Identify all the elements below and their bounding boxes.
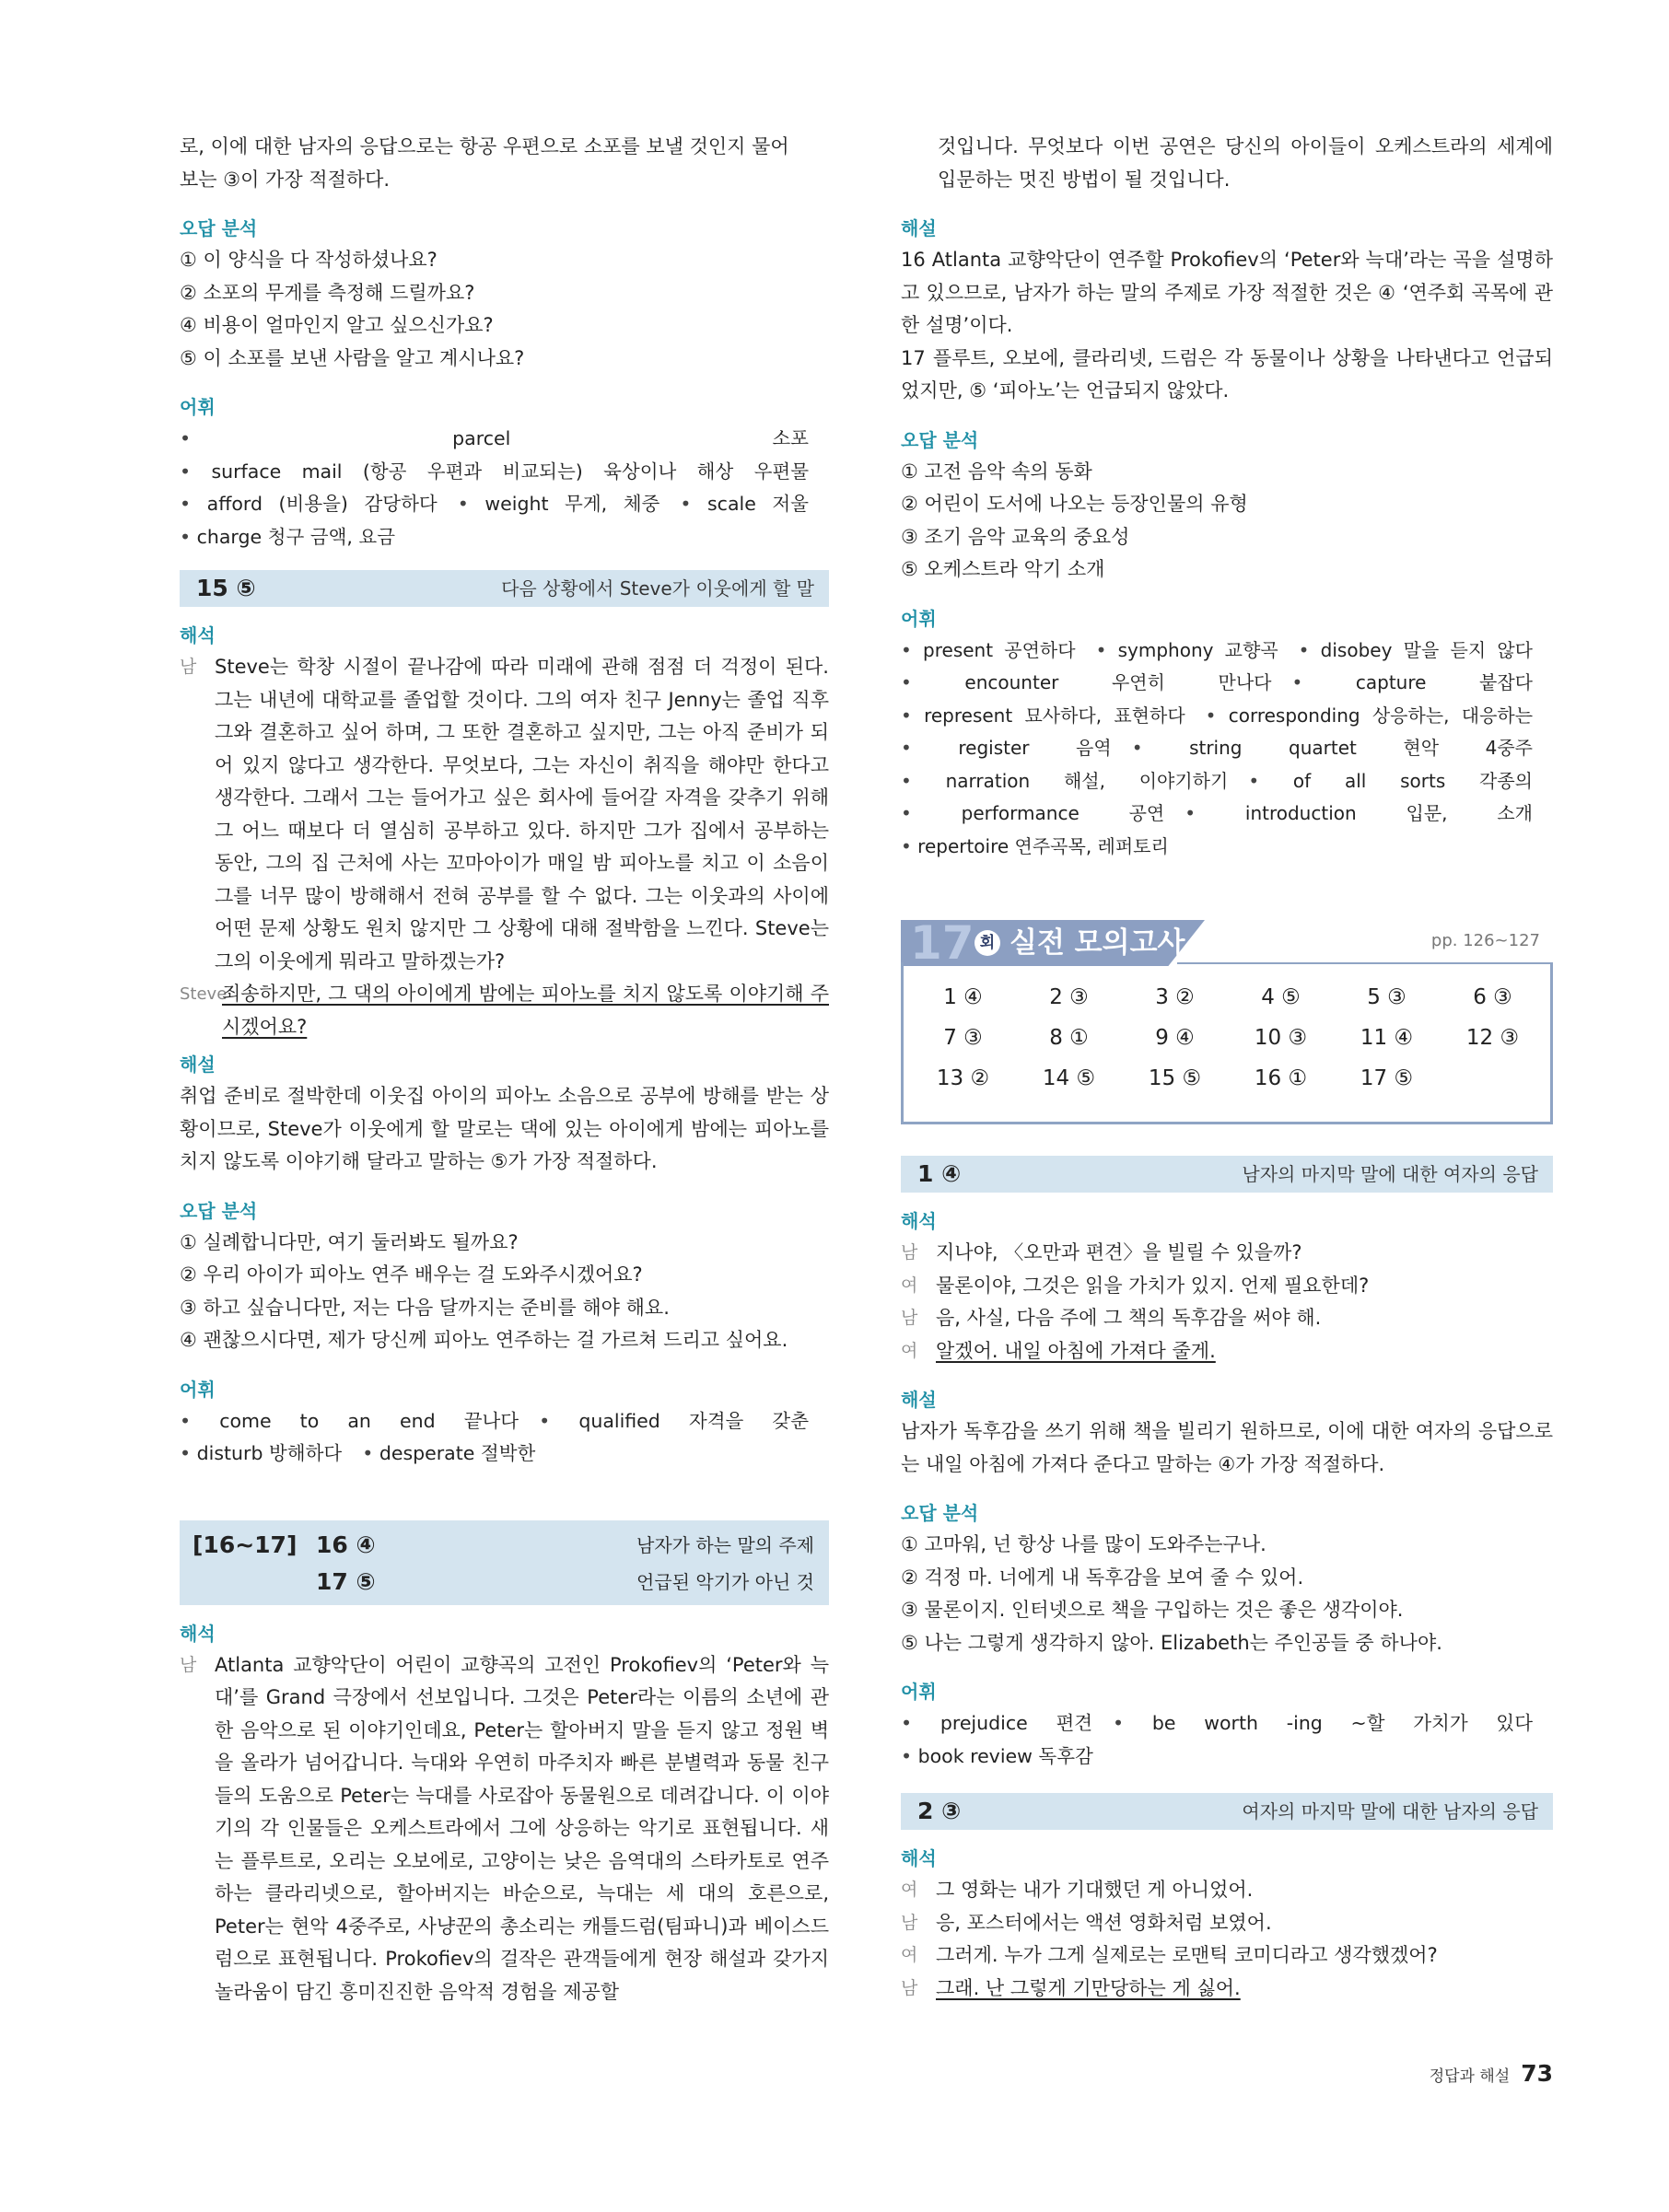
test-pages: pp. 126~127 bbox=[1430, 931, 1540, 950]
q14-explanation-tail-line2: 보는 ③이 가장 적절하다. bbox=[180, 168, 391, 191]
t1-exp-label: 해설 bbox=[901, 1389, 937, 1411]
q15-wrong-1: ① 실례합니다만, 여기 둘러봐도 될까요? bbox=[180, 1230, 519, 1253]
page-footer bbox=[1430, 2060, 1553, 2087]
speaker-label: 남 bbox=[901, 1242, 918, 1263]
answer-cell: 3 ② bbox=[1155, 985, 1195, 1009]
t2-script-label: 해석 bbox=[901, 1847, 937, 1869]
q15-number: 15 ⑤ bbox=[196, 575, 256, 601]
q15-narration bbox=[180, 651, 829, 978]
vocab-item: • capture 붙잡다 bbox=[1291, 671, 1533, 693]
q14-wrong-label: 오답 분석 bbox=[180, 217, 258, 239]
dialog-text: 물론이야, 그것은 읽을 가치가 있지. 언제 필요한데? bbox=[936, 1274, 1370, 1297]
q15-header-bar bbox=[180, 570, 829, 607]
vocab-item: • be worth -ing ~할 가치가 있다 bbox=[1113, 1712, 1533, 1734]
q1617-narration-tail: 것입니다. 무엇보다 이번 공연은 당신의 아이들이 오케스트라의 세계에 입문하는 멋진 방법이 될 것입니다. bbox=[938, 135, 1553, 191]
q1617-vocab-label: 어휘 bbox=[901, 607, 937, 630]
dialog-line bbox=[901, 1302, 1553, 1335]
dialog-text: 응, 포스터에서는 액션 영화처럼 보였어. bbox=[936, 1911, 1272, 1934]
vocab-item: • charge 청구 금액, 요금 bbox=[180, 526, 395, 548]
q1617-wrong-label: 오답 분석 bbox=[901, 428, 979, 451]
narration-text: Steve는 학창 시절이 끝나감에 따라 미래에 관해 점점 더 걱정이 된다. 그는 내년에 대학교를 졸업할 것이다. 그의 여자 친구 Jenny는 졸업 직후 그와 결혼하고 싶어 하며, 그 또한 결혼하고 싶지만, 그는 아직 준비가 되어 있지 않다고 생각한다. 무엇보다, 그는 자신이 취직을 해야만 한다고 생각한다. 그래서 그는 들어가고 싶은 회사에 들어갈 자격을 갖추기 위해 그 어느 때보다 더 열심히 공부하고 있다. 하지만 그가 집에서 공부하는 동안, 그의 집 근처에 사는 꼬마아이가 매일 밤 피아노를 치고 이 소음이 그를 너무 많이 방해해서 전혀 공부를 할 수 없다. 그는 이웃과의 사이에 어떤 문제 상황도 원치 않지만 그 상황에 대해 절박함을 느낀다. Steve는 그의 이웃에게 뭐라고 말하겠는가? bbox=[215, 656, 829, 972]
dialog-text: 그 영화는 내가 기대했던 게 아니었어. bbox=[936, 1879, 1254, 1901]
test-title: 실전 모의고사 bbox=[1010, 926, 1185, 960]
speaker-label: 남 bbox=[901, 1977, 918, 1998]
test-hoe-badge: 회 bbox=[975, 930, 1000, 956]
speaker-label: 여 bbox=[901, 1340, 918, 1361]
narration-text: Atlanta 교향악단이 어린이 교향곡의 고전인 Prokofiev의 ‘Peter와 늑대’를 Grand 극장에서 선보입니다. 그것은 Peter라는 이름의 소년에 관한 음악으로 된 이야기인데요, Peter는 할아버지 말을 듣지 않고 정원 벽을 올라가 넘어갑니다. 늑대와 우연히 마주치자 빠른 분별력과 동물 친구들의 도움으로 Peter는 늑대를 사로잡아 동물원으로 데려갑니다. 이 이야기의 각 인물들은 오케스트라에서 그에 상응하는 악기로 표현됩니다. 새는 플루트로, 오리는 오보에로, 고양이는 낮은 음역대의 스타카토로 연주하는 클라리넷으로, 할아버지는 바순으로, 늑대는 세 대의 호른으로, Peter는 현악 4중주로, 사냥꾼의 총소리는 캐틀드럼(팀파니)과 베이스드럼으로 표현됩니다. Prokofiev의 걸작은 관객들에게 현장 해설과 갖가지 놀라움이 담긴 흥미진진한 음악적 경험을 제공할 bbox=[215, 1653, 829, 2003]
answer-cell: 6 ③ bbox=[1473, 985, 1512, 1009]
dialog-text: 그러게. 누가 그게 실제로는 로맨틱 코미디라고 생각했겠어? bbox=[936, 1944, 1438, 1966]
t1-wrong-3: ③ 물론이지. 인터넷으로 책을 구입하는 것은 좋은 생각이야. bbox=[901, 1599, 1404, 1621]
dialog-line bbox=[901, 1973, 1553, 2006]
answer-cell: 2 ③ bbox=[1049, 985, 1089, 1009]
answer-cell: 12 ③ bbox=[1465, 1026, 1520, 1050]
answer-cell: 16 ① bbox=[1254, 1066, 1308, 1090]
vocab-item: • come to an end 끝나다 bbox=[180, 1410, 519, 1432]
q17-number: 17 ⑤ bbox=[316, 1567, 376, 1595]
q17-description: 언급된 악기가 아닌 것 bbox=[636, 1570, 814, 1593]
q17-explanation: 17 플루트, 오보에, 클라리넷, 드럼은 각 동물이나 상황을 나타낸다고 언급되었지만, ⑤ ‘피아노’는 언급되지 않았다. bbox=[901, 346, 1553, 402]
t1-wrong-1: ① 고마워, 넌 항상 나를 많이 도와주는구나. bbox=[901, 1533, 1266, 1555]
vocab-item: • desperate 절박한 bbox=[362, 1442, 535, 1464]
t1-header-bar bbox=[901, 1156, 1553, 1193]
dialog-text: 지나야, 〈오만과 편견〉을 빌릴 수 있을까? bbox=[936, 1241, 1302, 1263]
q14-wrong-5: ⑤ 이 소포를 보낸 사람을 알고 계시나요? bbox=[180, 346, 525, 369]
t2-header-bar bbox=[901, 1793, 1553, 1830]
test-number: 17 bbox=[910, 916, 975, 970]
q14-wrong-4: ④ 비용이 얼마인지 알고 싶으신가요? bbox=[180, 314, 494, 336]
answer-cell: 11 ④ bbox=[1360, 1026, 1414, 1050]
dialog-line bbox=[901, 1237, 1553, 1270]
vocab-item: • prejudice 편견 bbox=[901, 1712, 1092, 1734]
answer-text: 알겠어. 내일 아침에 가져다 줄게. bbox=[936, 1339, 1216, 1362]
vocab-item: • register 음역 bbox=[901, 737, 1112, 759]
speaker-label: 남 bbox=[180, 1654, 197, 1675]
q1617-wrong-3: ③ 조기 음악 교육의 중요성 bbox=[901, 525, 1130, 548]
q1617-vocab bbox=[901, 634, 1553, 864]
answer-cell: 1 ④ bbox=[943, 985, 983, 1009]
right-column bbox=[901, 131, 1553, 2005]
q1617-header-bar bbox=[180, 1520, 829, 1605]
q1617-script-label: 해석 bbox=[180, 1622, 216, 1645]
t1-wrong-2: ② 걱정 마. 너에게 내 독후감을 보여 줄 수 있어. bbox=[901, 1566, 1304, 1589]
q14-wrong-1: ① 이 양식을 다 작성하셨나요? bbox=[180, 249, 438, 271]
answer-cell: 4 ⑤ bbox=[1261, 985, 1301, 1009]
q14-vocab bbox=[180, 423, 829, 553]
vocab-item: • repertoire 연주곡목, 레퍼토리 bbox=[901, 835, 1169, 857]
vocab-item: • represent 묘사하다, 표현하다 bbox=[901, 704, 1185, 727]
vocab-item: • corresponding 상응하는, 대응하는 bbox=[1206, 704, 1533, 727]
t1-script-label: 해석 bbox=[901, 1210, 937, 1232]
dialog-text: 음, 사실, 다음 주에 그 책의 독후감을 써야 해. bbox=[936, 1307, 1322, 1329]
q1617-wrong-1: ① 고전 음악 속의 동화 bbox=[901, 460, 1092, 483]
vocab-item: • parcel 소포 bbox=[180, 427, 809, 449]
t1-number: 1 ④ bbox=[917, 1160, 962, 1187]
answer-cell: 15 ⑤ bbox=[1148, 1066, 1202, 1090]
q15-explanation: 취업 준비로 절박한데 이웃집 아이의 피아노 소음으로 공부에 방해를 받는 상황이므로, Steve가 이웃에게 할 말로는 댁에 있는 아이에게 밤에는 피아노를 치지 않도록 이야기해 달라고 말하는 ⑤가 가장 적절하다. bbox=[180, 1085, 829, 1172]
speaker-label: 여 bbox=[901, 1945, 918, 1965]
t2-number: 2 ③ bbox=[917, 1798, 962, 1824]
q15-wrong-2: ② 우리 아이가 피아노 연주 배우는 걸 도와주시겠어요? bbox=[180, 1263, 643, 1286]
q14-wrong-2: ② 소포의 무게를 측정해 드릴까요? bbox=[180, 281, 475, 304]
q15-wrong-3: ③ 하고 싶습니다만, 저는 다음 달까지는 준비를 해야 해요. bbox=[180, 1296, 670, 1319]
q15-exp-label: 해설 bbox=[180, 1054, 216, 1076]
dialog-line bbox=[901, 1939, 1553, 1973]
dialog-line bbox=[901, 1270, 1553, 1303]
q16-number: 16 ④ bbox=[316, 1531, 376, 1558]
answer-cell: 5 ③ bbox=[1367, 985, 1406, 1009]
q1617-exp-label: 해설 bbox=[901, 217, 937, 239]
q1617-narration bbox=[180, 1649, 829, 2009]
test-answer-box bbox=[901, 916, 1553, 1124]
t1-description: 남자의 마지막 말에 대한 여자의 응답 bbox=[1242, 1163, 1538, 1185]
vocab-item: • scale 저울 bbox=[680, 493, 809, 515]
vocab-item: • qualified 자격을 갖춘 bbox=[539, 1410, 809, 1432]
vocab-item: • narration 해설, 이야기하기 bbox=[901, 770, 1228, 792]
answer-cell: 17 ⑤ bbox=[1360, 1066, 1414, 1090]
vocab-item: • disobey 말을 듣지 않다 bbox=[1299, 639, 1533, 661]
speaker-label: 여 bbox=[901, 1275, 918, 1296]
vocab-item: • performance 공연 bbox=[901, 802, 1164, 824]
t1-wrong-label: 오답 분석 bbox=[901, 1502, 979, 1524]
vocab-item: • encounter 우연히 만나다 bbox=[901, 671, 1271, 693]
speaker-label: 남 bbox=[180, 657, 197, 677]
dialog-line bbox=[901, 1335, 1553, 1368]
q15-description: 다음 상황에서 Steve가 이웃에게 할 말 bbox=[501, 577, 814, 600]
vocab-item: • surface mail (항공 우편과 비교되는) 육상이나 해상 우편물 bbox=[180, 460, 809, 483]
q14-explanation-tail-line1: 로, 이에 대한 남자의 응답으로는 항공 우편으로 소포를 보낼 것인지 물어 bbox=[180, 135, 789, 157]
vocab-item: • weight 무게, 체중 bbox=[458, 493, 660, 515]
vocab-item: • afford (비용을) 감당하다 bbox=[180, 493, 438, 515]
speaker-label: Steve bbox=[180, 984, 228, 1004]
vocab-item: • symphony 교향곡 bbox=[1096, 639, 1278, 661]
q15-wrong-4: ④ 괜찮으시다면, 제가 당신께 피아노 연주하는 걸 가르쳐 드리고 싶어요. bbox=[180, 1329, 788, 1351]
page-number: 73 bbox=[1521, 2060, 1553, 2087]
speaker-label: 남 bbox=[901, 1912, 918, 1933]
answer-text: 그래. 난 그렇게 기만당하는 게 싫어. bbox=[936, 1976, 1241, 1999]
dialog-line bbox=[901, 1874, 1553, 1907]
vocab-item: • of all sorts 각종의 bbox=[1248, 770, 1533, 792]
q15-script-label: 해석 bbox=[180, 624, 216, 646]
q1617-range: [16~17] bbox=[193, 1531, 298, 1558]
q15-vocab bbox=[180, 1405, 829, 1471]
q1617-wrong-5: ⑤ 오케스트라 악기 소개 bbox=[901, 558, 1105, 580]
answer-cell: 9 ④ bbox=[1155, 1026, 1195, 1050]
q15-answer-line bbox=[180, 978, 829, 1043]
speaker-label: 여 bbox=[901, 1880, 918, 1900]
t1-vocab bbox=[901, 1707, 1553, 1773]
vocab-item: • present 공연하다 bbox=[901, 639, 1076, 661]
answer-cell: 10 ③ bbox=[1254, 1026, 1308, 1050]
answer-cell: 13 ② bbox=[936, 1066, 990, 1090]
t1-vocab-label: 어휘 bbox=[901, 1681, 937, 1703]
dialog-line bbox=[901, 1907, 1553, 1940]
vocab-item: • string quartet 현악 4중주 bbox=[1132, 737, 1533, 759]
t1-wrong-5: ⑤ 나는 그렇게 생각하지 않아. Elizabeth는 주인공들 중 하나야. bbox=[901, 1631, 1442, 1654]
q15-vocab-label: 어휘 bbox=[180, 1378, 216, 1401]
vocab-item: • introduction 입문, 소개 bbox=[1185, 802, 1533, 824]
vocab-item: • book review 독후감 bbox=[901, 1745, 1093, 1767]
vocab-item: • disturb 방해하다 bbox=[180, 1442, 342, 1464]
answer-cell: 14 ⑤ bbox=[1042, 1066, 1096, 1090]
answer-text: 죄송하지만, 그 댁의 아이에게 밤에는 피아노를 치지 않도록 이야기해 주시겠어요? bbox=[222, 983, 829, 1038]
q1617-wrong-2: ② 어린이 도서에 나오는 등장인물의 유형 bbox=[901, 493, 1248, 515]
t2-description: 여자의 마지막 말에 대한 남자의 응답 bbox=[1242, 1800, 1538, 1822]
answer-cell: 8 ① bbox=[1049, 1026, 1089, 1050]
left-column bbox=[180, 131, 829, 2008]
t1-explanation: 남자가 독후감을 쓰기 위해 책을 빌리기 원하므로, 이에 대한 여자의 응답으로는 내일 아침에 가져다 준다고 말하는 ④가 가장 적절하다. bbox=[901, 1420, 1553, 1475]
q16-description: 남자가 하는 말의 주제 bbox=[636, 1533, 814, 1556]
q14-vocab-label: 어휘 bbox=[180, 396, 216, 418]
answer-cell: 7 ③ bbox=[943, 1026, 983, 1050]
speaker-label: 남 bbox=[901, 1308, 918, 1328]
footer-label: 정답과 해설 bbox=[1429, 2067, 1511, 2086]
q15-wrong-label: 오답 분석 bbox=[180, 1199, 258, 1222]
q16-explanation: 16 Atlanta 교향악단이 연주할 Prokofiev의 ‘Peter와 늑대’라는 곡을 설명하고 있으므로, 남자가 하는 말의 주제로 가장 적절한 것은 ④ ‘연주회 곡목에 관한 설명’이다. bbox=[901, 249, 1553, 336]
